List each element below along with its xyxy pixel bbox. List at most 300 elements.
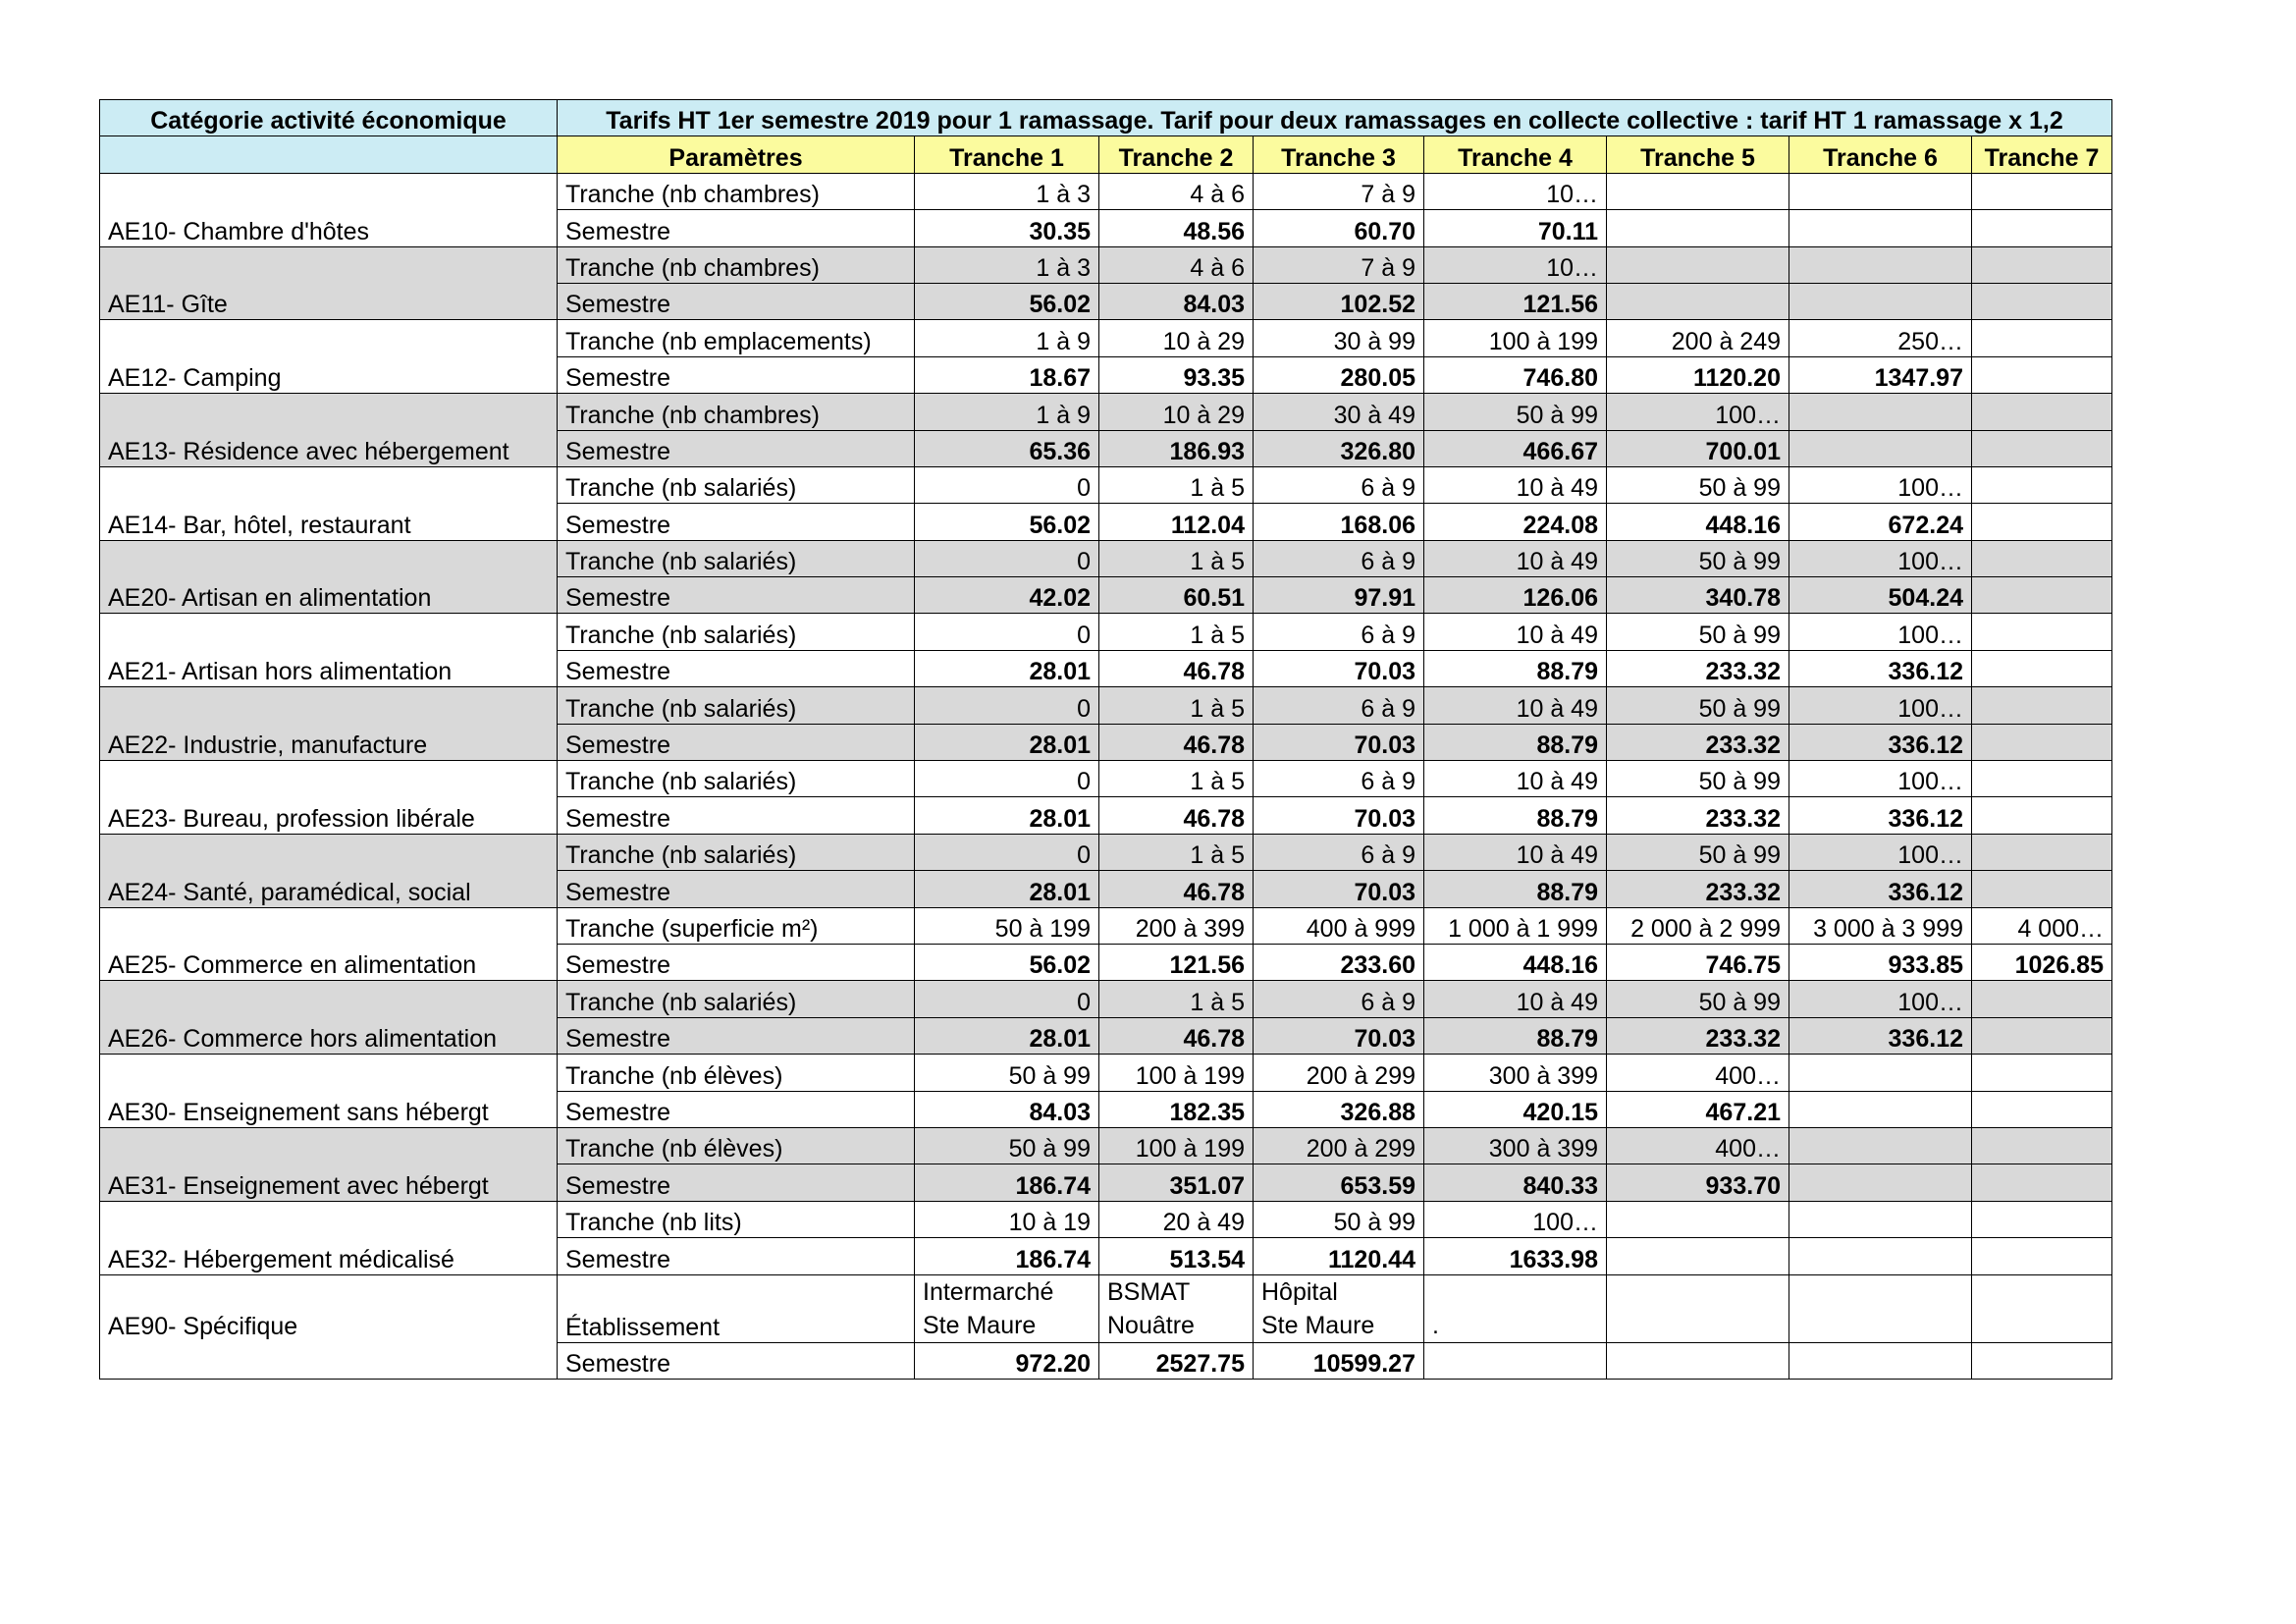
parameter-label: Semestre [558, 356, 915, 393]
table-cell: 326.88 [1254, 1091, 1424, 1127]
table-cell: 326.80 [1254, 430, 1424, 466]
table-cell: 50 à 99 [1607, 540, 1789, 576]
table-cell: 1 à 9 [915, 320, 1099, 356]
table-cell: 56.02 [915, 283, 1099, 319]
table-cell: 336.12 [1789, 797, 1972, 834]
table-cell [1972, 577, 2112, 614]
table-cell [1789, 1201, 1972, 1237]
table-cell: 10599.27 [1254, 1342, 1424, 1379]
table-cell: 18.67 [915, 356, 1099, 393]
table-cell: 280.05 [1254, 356, 1424, 393]
table-cell: 126.06 [1424, 577, 1607, 614]
table-cell: 200 à 399 [1099, 907, 1254, 944]
table-cell: 100… [1789, 981, 1972, 1017]
table-cell: 10 à 49 [1424, 834, 1607, 870]
header-blank-cell [100, 136, 558, 173]
parameter-label: Tranche (nb chambres) [558, 394, 915, 430]
parameter-label: Tranche (superficie m²) [558, 907, 915, 944]
establishment-name: BSMAT [1107, 1277, 1191, 1306]
tranche-row [100, 687, 2112, 724]
table-cell: 448.16 [1424, 944, 1607, 980]
table-cell: 65.36 [915, 430, 1099, 466]
category-column-header: Catégorie activité économique [100, 100, 558, 136]
table-cell: 400… [1607, 1055, 1789, 1091]
table-cell: 7 à 9 [1254, 173, 1424, 209]
category-name: AE13- Résidence avec hébergement [100, 394, 558, 467]
parameter-label: Tranche (nb élèves) [558, 1127, 915, 1164]
table-cell [1972, 210, 2112, 246]
table-cell: 168.06 [1254, 504, 1424, 540]
parameter-label: Semestre [558, 944, 915, 980]
table-cell: 1 à 9 [915, 394, 1099, 430]
table-cell: 233.32 [1607, 871, 1789, 907]
table-cell: 50 à 99 [1607, 761, 1789, 797]
parameter-label: Semestre [558, 650, 915, 686]
establishment-cell [1254, 1274, 1424, 1342]
establishment-name: Hôpital [1261, 1277, 1338, 1306]
table-cell: 466.67 [1424, 430, 1607, 466]
table-cell: 4 à 6 [1099, 173, 1254, 209]
table-cell: 10… [1424, 246, 1607, 283]
parameter-label: Tranche (nb salariés) [558, 466, 915, 503]
parameter-label: Semestre [558, 1164, 915, 1201]
tranche-column-header: Tranche 3 [1254, 136, 1424, 173]
establishment-location: Ste Maure [923, 1311, 1037, 1339]
table-cell: 50 à 99 [1424, 394, 1607, 430]
table-cell: 400… [1607, 1127, 1789, 1164]
tranche-column-header: Tranche 7 [1972, 136, 2112, 173]
parameter-label: Semestre [558, 1017, 915, 1054]
parameter-label: Établissement [558, 1274, 915, 1342]
table-cell [1972, 1342, 2112, 1379]
table-cell: 46.78 [1099, 650, 1254, 686]
establishment-location: Nouâtre [1107, 1311, 1195, 1339]
establishment-cell [1789, 1274, 1972, 1342]
establishment-cell [1424, 1274, 1607, 1342]
table-cell: 10 à 49 [1424, 981, 1607, 1017]
table-cell [1607, 173, 1789, 209]
table-cell: 93.35 [1099, 356, 1254, 393]
table-cell [1972, 466, 2112, 503]
parameter-label: Semestre [558, 283, 915, 319]
table-cell: 30 à 49 [1254, 394, 1424, 430]
category-name: AE11- Gîte [100, 246, 558, 320]
table-cell: 88.79 [1424, 1017, 1607, 1054]
table-cell [1789, 1055, 1972, 1091]
category-name: AE90- Spécifique [100, 1274, 558, 1379]
table-cell [1972, 283, 2112, 319]
table-cell: 840.33 [1424, 1164, 1607, 1201]
category-name: AE26- Commerce hors alimentation [100, 981, 558, 1055]
category-name: AE30- Enseignement sans hébergt [100, 1055, 558, 1128]
parameter-label: Tranche (nb élèves) [558, 1055, 915, 1091]
table-cell [1607, 210, 1789, 246]
tranche-row [100, 614, 2112, 650]
table-cell: 121.56 [1099, 944, 1254, 980]
table-cell: 6 à 9 [1254, 834, 1424, 870]
table-cell: 7 à 9 [1254, 246, 1424, 283]
table-cell: 1 à 3 [915, 246, 1099, 283]
table-cell: 60.70 [1254, 210, 1424, 246]
tranche-row [100, 320, 2112, 356]
table-cell: 2527.75 [1099, 1342, 1254, 1379]
table-cell: 186.74 [915, 1164, 1099, 1201]
table-cell [1424, 1342, 1607, 1379]
table-cell [1972, 1201, 2112, 1237]
table-cell: 10 à 49 [1424, 687, 1607, 724]
establishment-location: Ste Maure [1261, 1311, 1375, 1339]
parameter-label: Tranche (nb salariés) [558, 761, 915, 797]
table-cell: 6 à 9 [1254, 466, 1424, 503]
table-cell: 88.79 [1424, 871, 1607, 907]
table-cell [1607, 246, 1789, 283]
table-cell: 336.12 [1789, 650, 1972, 686]
table-cell: 70.03 [1254, 797, 1424, 834]
table-cell: 0 [915, 834, 1099, 870]
category-name: AE10- Chambre d'hôtes [100, 173, 558, 246]
category-name: AE21- Artisan hors alimentation [100, 614, 558, 687]
category-name: AE25- Commerce en alimentation [100, 907, 558, 981]
table-cell: 200 à 249 [1607, 320, 1789, 356]
category-name: AE14- Bar, hôtel, restaurant [100, 466, 558, 540]
table-cell [1972, 761, 2112, 797]
table-cell [1972, 1091, 2112, 1127]
table-cell: 50 à 99 [1254, 1201, 1424, 1237]
table-cell: 50 à 99 [1607, 466, 1789, 503]
tariff-table [99, 99, 2112, 1380]
table-cell: 224.08 [1424, 504, 1607, 540]
table-cell: 1347.97 [1789, 356, 1972, 393]
tranche-row [100, 540, 2112, 576]
table-cell [1972, 246, 2112, 283]
table-cell: 0 [915, 761, 1099, 797]
table-cell: 112.04 [1099, 504, 1254, 540]
table-cell: 300 à 399 [1424, 1055, 1607, 1091]
category-name: AE22- Industrie, manufacture [100, 687, 558, 761]
table-cell: 28.01 [915, 1017, 1099, 1054]
table-cell [1789, 1091, 1972, 1127]
parameter-label: Semestre [558, 871, 915, 907]
table-cell: 28.01 [915, 724, 1099, 760]
table-cell: 933.70 [1607, 1164, 1789, 1201]
table-cell: 102.52 [1254, 283, 1424, 319]
table-cell [1789, 1164, 1972, 1201]
table-cell [1789, 430, 1972, 466]
table-cell: 4 000… [1972, 907, 2112, 944]
table-cell: 182.35 [1099, 1091, 1254, 1127]
parameter-label: Semestre [558, 210, 915, 246]
establishment-cell [1972, 1274, 2112, 1342]
tranche-row [100, 907, 2112, 944]
table-cell: 50 à 99 [915, 1055, 1099, 1091]
table-cell: 50 à 99 [1607, 981, 1789, 1017]
table-cell: 340.78 [1607, 577, 1789, 614]
table-cell [1972, 797, 2112, 834]
table-cell: 100… [1607, 394, 1789, 430]
table-cell [1972, 1017, 2112, 1054]
parameter-label: Semestre [558, 504, 915, 540]
table-cell: 84.03 [915, 1091, 1099, 1127]
table-cell [1789, 173, 1972, 209]
table-cell: 100… [1789, 614, 1972, 650]
table-cell: 746.80 [1424, 356, 1607, 393]
category-group [100, 394, 2112, 467]
category-group [100, 320, 2112, 394]
table-cell [1972, 981, 2112, 1017]
table-cell: 200 à 299 [1254, 1127, 1424, 1164]
table-cell: 1633.98 [1424, 1238, 1607, 1274]
table-cell: 0 [915, 466, 1099, 503]
establishment-cell [915, 1274, 1099, 1342]
table-cell: 70.03 [1254, 1017, 1424, 1054]
table-title: Tarifs HT 1er semestre 2019 pour 1 ramassage. Tarif pour deux ramassages en collecte collective : tarif HT 1 ramassage x 1,2 [558, 100, 2112, 136]
tranche-row [100, 1055, 2112, 1091]
category-name: AE20- Artisan en alimentation [100, 540, 558, 614]
table-cell [1972, 1055, 2112, 1091]
table-cell: 672.24 [1789, 504, 1972, 540]
table-cell [1972, 1127, 2112, 1164]
table-cell [1972, 650, 2112, 686]
table-cell: 50 à 99 [1607, 687, 1789, 724]
table-cell [1972, 1164, 2112, 1201]
table-cell: 121.56 [1424, 283, 1607, 319]
table-cell: 50 à 199 [915, 907, 1099, 944]
table-cell: 233.32 [1607, 797, 1789, 834]
tranche-row [100, 761, 2112, 797]
table-cell: 1 à 5 [1099, 540, 1254, 576]
tranche-row [100, 981, 2112, 1017]
table-cell [1607, 1342, 1789, 1379]
table-cell: 233.32 [1607, 724, 1789, 760]
table-cell [1972, 834, 2112, 870]
table-cell: 50 à 99 [1607, 834, 1789, 870]
table-cell: 186.74 [915, 1238, 1099, 1274]
table-cell [1972, 356, 2112, 393]
tranche-column-header: Tranche 1 [915, 136, 1099, 173]
table-cell: 88.79 [1424, 724, 1607, 760]
table-cell: 10 à 49 [1424, 540, 1607, 576]
table-cell: 1 à 5 [1099, 466, 1254, 503]
table-cell [1789, 1127, 1972, 1164]
table-cell: 300 à 399 [1424, 1127, 1607, 1164]
table-cell: 28.01 [915, 797, 1099, 834]
table-cell: 336.12 [1789, 1017, 1972, 1054]
parameter-label: Semestre [558, 724, 915, 760]
table-cell: 1 à 5 [1099, 834, 1254, 870]
table-cell: 88.79 [1424, 650, 1607, 686]
category-group [100, 981, 2112, 1055]
table-cell [1607, 1201, 1789, 1237]
category-group [100, 1055, 2112, 1128]
table-cell [1972, 1238, 2112, 1274]
category-group [100, 1127, 2112, 1201]
parameter-label: Semestre [558, 1238, 915, 1274]
table-cell: 100… [1789, 761, 1972, 797]
parameter-label: Semestre [558, 1091, 915, 1127]
parameter-label: Tranche (nb salariés) [558, 614, 915, 650]
table-cell: 336.12 [1789, 724, 1972, 760]
parameter-label: Tranche (nb salariés) [558, 981, 915, 1017]
table-cell: 56.02 [915, 504, 1099, 540]
table-cell: 3 000 à 3 999 [1789, 907, 1972, 944]
table-cell [1972, 614, 2112, 650]
table-cell: 70.11 [1424, 210, 1607, 246]
table-cell [1972, 394, 2112, 430]
table-cell: 233.32 [1607, 650, 1789, 686]
table-cell: 233.32 [1607, 1017, 1789, 1054]
table-title-row [100, 100, 2112, 136]
category-group [100, 466, 2112, 540]
table-cell: 100 à 199 [1099, 1055, 1254, 1091]
tranche-row [100, 394, 2112, 430]
table-cell [1789, 394, 1972, 430]
table-cell: 28.01 [915, 650, 1099, 686]
table-cell: 6 à 9 [1254, 614, 1424, 650]
table-cell [1972, 504, 2112, 540]
category-name: AE24- Santé, paramédical, social [100, 834, 558, 907]
tranche-column-header: Tranche 5 [1607, 136, 1789, 173]
table-cell: 1 000 à 1 999 [1424, 907, 1607, 944]
tranche-row [100, 1127, 2112, 1164]
table-cell: 351.07 [1099, 1164, 1254, 1201]
table-cell: 653.59 [1254, 1164, 1424, 1201]
tranche-column-header: Tranche 2 [1099, 136, 1254, 173]
table-cell: 30 à 99 [1254, 320, 1424, 356]
table-cell [1972, 430, 2112, 466]
category-group [100, 687, 2112, 761]
category-name: AE32- Hébergement médicalisé [100, 1201, 558, 1274]
parameter-label: Tranche (nb salariés) [558, 834, 915, 870]
table-cell: 6 à 9 [1254, 761, 1424, 797]
category-group [100, 246, 2112, 320]
table-cell: 60.51 [1099, 577, 1254, 614]
category-name: AE31- Enseignement avec hébergt [100, 1127, 558, 1201]
table-cell: 50 à 99 [915, 1127, 1099, 1164]
column-header-row [100, 136, 2112, 173]
table-cell [1972, 871, 2112, 907]
table-cell: 10 à 29 [1099, 320, 1254, 356]
table-cell: 70.03 [1254, 724, 1424, 760]
table-cell: 50 à 99 [1607, 614, 1789, 650]
table-cell [1972, 320, 2112, 356]
table-cell: 513.54 [1099, 1238, 1254, 1274]
table-cell: 448.16 [1607, 504, 1789, 540]
tranche-row [100, 834, 2112, 870]
category-group [100, 1201, 2112, 1274]
table-cell [1789, 246, 1972, 283]
table-cell: 10 à 49 [1424, 466, 1607, 503]
table-cell: 1 à 5 [1099, 981, 1254, 1017]
table-cell: 100… [1789, 834, 1972, 870]
table-cell [1972, 540, 2112, 576]
table-cell [1972, 724, 2112, 760]
parameter-label: Tranche (nb salariés) [558, 687, 915, 724]
parameter-label: Semestre [558, 430, 915, 466]
establishment-cell [1099, 1274, 1254, 1342]
table-cell: 1 à 5 [1099, 614, 1254, 650]
category-name: AE23- Bureau, profession libérale [100, 761, 558, 835]
table-cell: 6 à 9 [1254, 981, 1424, 1017]
parameter-label: Tranche (nb chambres) [558, 246, 915, 283]
table-cell [1789, 1238, 1972, 1274]
table-cell: 100… [1789, 540, 1972, 576]
table-cell: 100… [1789, 466, 1972, 503]
category-name: AE12- Camping [100, 320, 558, 394]
parameter-label: Semestre [558, 1342, 915, 1379]
table-cell: 700.01 [1607, 430, 1789, 466]
table-cell: 420.15 [1424, 1091, 1607, 1127]
table-cell [1789, 210, 1972, 246]
table-cell [1972, 173, 2112, 209]
table-cell: 10 à 29 [1099, 394, 1254, 430]
table-cell: 46.78 [1099, 797, 1254, 834]
establishment-name: Intermarché [923, 1277, 1054, 1306]
table-cell: 46.78 [1099, 724, 1254, 760]
parameter-label: Semestre [558, 797, 915, 834]
table-cell: 0 [915, 540, 1099, 576]
table-cell: 504.24 [1789, 577, 1972, 614]
establishment-location: . [1432, 1311, 1439, 1339]
table-cell: 336.12 [1789, 871, 1972, 907]
table-cell: 84.03 [1099, 283, 1254, 319]
table-cell: 233.60 [1254, 944, 1424, 980]
tranche-row [100, 1201, 2112, 1237]
table-cell: 28.01 [915, 871, 1099, 907]
table-cell: 0 [915, 981, 1099, 1017]
table-cell: 2 000 à 2 999 [1607, 907, 1789, 944]
table-cell: 97.91 [1254, 577, 1424, 614]
table-cell: 400 à 999 [1254, 907, 1424, 944]
table-cell: 100 à 199 [1099, 1127, 1254, 1164]
table-cell: 1 à 3 [915, 173, 1099, 209]
table-cell: 1026.85 [1972, 944, 2112, 980]
table-cell: 1120.44 [1254, 1238, 1424, 1274]
table-cell [1789, 283, 1972, 319]
category-group [100, 173, 2112, 246]
table-cell: 933.85 [1789, 944, 1972, 980]
table-cell: 200 à 299 [1254, 1055, 1424, 1091]
table-cell: 30.35 [915, 210, 1099, 246]
category-group-specific [100, 1274, 2112, 1379]
tranche-column-header: Tranche 6 [1789, 136, 1972, 173]
table-cell: 746.75 [1607, 944, 1789, 980]
tranche-row [100, 466, 2112, 503]
table-cell: 10… [1424, 173, 1607, 209]
table-cell: 100… [1424, 1201, 1607, 1237]
parameter-label: Tranche (nb lits) [558, 1201, 915, 1237]
table-cell: 1 à 5 [1099, 761, 1254, 797]
category-group [100, 540, 2112, 614]
table-cell: 6 à 9 [1254, 687, 1424, 724]
tranche-row [100, 246, 2112, 283]
etablissement-row [100, 1274, 2112, 1342]
category-group [100, 907, 2112, 981]
tranche-row [100, 173, 2112, 209]
table-cell: 1 à 5 [1099, 687, 1254, 724]
table-cell [1607, 283, 1789, 319]
table-cell: 88.79 [1424, 797, 1607, 834]
table-cell: 186.93 [1099, 430, 1254, 466]
category-group [100, 761, 2112, 835]
table-cell [1789, 1342, 1972, 1379]
table-cell: 56.02 [915, 944, 1099, 980]
table-cell: 10 à 49 [1424, 614, 1607, 650]
table-cell: 10 à 19 [915, 1201, 1099, 1237]
table-cell: 100 à 199 [1424, 320, 1607, 356]
table-cell [1972, 687, 2112, 724]
parameter-label: Tranche (nb emplacements) [558, 320, 915, 356]
table-cell: 972.20 [915, 1342, 1099, 1379]
